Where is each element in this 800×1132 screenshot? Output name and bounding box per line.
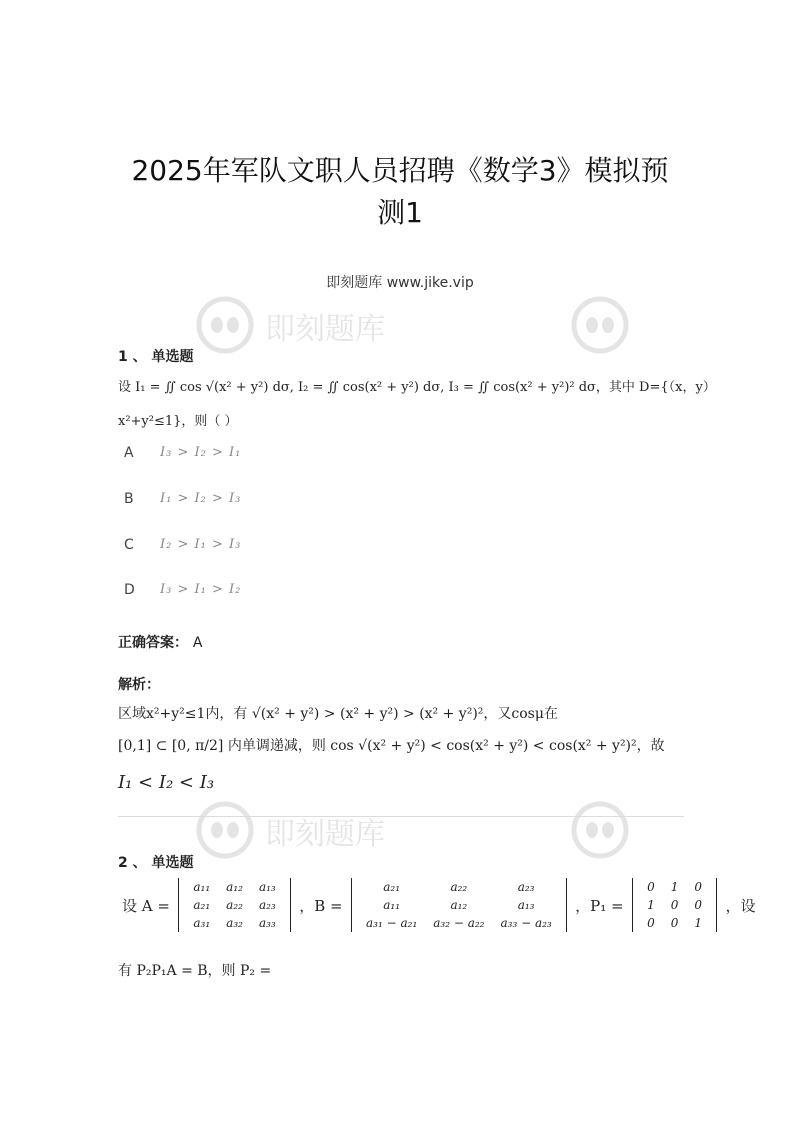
matrix-p1-cell: 0 bbox=[647, 880, 655, 894]
option-d-label[interactable]: D bbox=[124, 582, 135, 598]
watermark-text: 即刻题库 bbox=[265, 817, 385, 852]
matrix-b bbox=[351, 878, 567, 932]
page-title-line2: 测1 bbox=[377, 196, 423, 229]
matrix-a-cell: a₃₁ bbox=[193, 916, 211, 930]
watermark-logo bbox=[195, 295, 385, 370]
matrix-b-cell: a₁₂ bbox=[450, 898, 468, 912]
watermark-text: 即刻题库 bbox=[265, 312, 385, 347]
question-2-stem-line2: 有 P₂P₁A = B，则 P₂ = bbox=[118, 963, 272, 979]
watermark-logo bbox=[195, 800, 385, 875]
matrix-b-cell: a₃₃ − a₂₃ bbox=[500, 916, 552, 930]
analysis-line2: [0,1] ⊂ [0, π/2] 内单调递减，则 cos √(x² + y²) < cos(x² + y²) < cos(x² + y²)²，故 bbox=[118, 738, 665, 754]
matrix-a-cell: a₂₃ bbox=[258, 898, 276, 912]
matrix-a-cell: a₂₂ bbox=[226, 898, 243, 912]
matrix-p1-cell: 0 bbox=[694, 880, 702, 894]
option-c-label[interactable]: C bbox=[124, 537, 134, 553]
subtitle: 即刻题库 www.jike.vip bbox=[326, 275, 474, 291]
matrix-b-cell: a₃₁ − a₂₁ bbox=[366, 916, 418, 930]
matrix-b-cell: a₂₂ bbox=[450, 880, 468, 894]
matrix-a-cell: a₃₂ bbox=[226, 916, 243, 930]
answer-row bbox=[118, 632, 202, 652]
analysis-line3: I₁ < I₂ < I₃ bbox=[118, 772, 215, 793]
answer-value: A bbox=[192, 635, 203, 651]
matrix-p1-cell: 0 bbox=[694, 898, 702, 912]
question-2-stem-matrices bbox=[118, 878, 759, 932]
divider bbox=[118, 816, 684, 817]
panda-icon bbox=[574, 804, 626, 856]
matrix-a-cell: a₁₂ bbox=[226, 880, 243, 894]
matrix-p1-label: ，P₁ = bbox=[575, 896, 624, 915]
page-title-line1: 2025年军队文职人员招聘《数学3》模拟预 bbox=[131, 154, 669, 187]
matrix-a bbox=[178, 878, 290, 932]
watermark-logo bbox=[570, 295, 680, 370]
matrix-b-label: ，B = bbox=[299, 896, 343, 915]
matrix-p1 bbox=[632, 878, 717, 932]
matrix-b-cell: a₁₃ bbox=[517, 898, 535, 912]
matrix-p1-cell: 0 bbox=[670, 898, 679, 912]
analysis-label: 解析： bbox=[118, 677, 160, 693]
matrix-p1-cell: 1 bbox=[670, 880, 679, 894]
analysis-line1: 区域x²+y²≤1内，有 √(x² + y²) > (x² + y²) > (x² + y²)²，又cosμ在 bbox=[118, 706, 558, 722]
matrix-p1-cell: 1 bbox=[694, 916, 702, 930]
matrix-p1-cell: 0 bbox=[647, 916, 655, 930]
matrix-a-cell: a₃₃ bbox=[258, 916, 276, 930]
panda-icon bbox=[574, 299, 626, 351]
question-1-stem-line1: 设 I₁ = ∬ cos √(x² + y²) dσ, I₂ = ∬ cos(x² + y²) dσ, I₃ = ∬ cos(x² + y²)² dσ，其中 D={（x，y） bbox=[118, 380, 716, 395]
option-d-text[interactable]: I₃ > I₁ > I₂ bbox=[160, 582, 242, 597]
matrix-b-cell: a₂₁ bbox=[383, 880, 401, 894]
matrix-a-cell: a₁₁ bbox=[193, 880, 211, 894]
matrix-b-cell: a₂₃ bbox=[517, 880, 535, 894]
question-1-stem-line2: x²+y²≤1}，则（ ） bbox=[118, 414, 238, 429]
matrix-p1-cell: 0 bbox=[670, 916, 679, 930]
option-c-text[interactable]: I₂ > I₁ > I₃ bbox=[160, 537, 242, 552]
option-b-label[interactable]: B bbox=[124, 491, 134, 507]
matrix-b-cell: a₃₂ − a₂₂ bbox=[433, 916, 485, 930]
option-b-text[interactable]: I₁ > I₂ > I₃ bbox=[160, 491, 242, 506]
option-a-text[interactable]: I₃ > I₂ > I₁ bbox=[160, 445, 242, 460]
panda-icon bbox=[199, 299, 251, 351]
matrix-a-cell: a₂₁ bbox=[193, 898, 211, 912]
matrix-p1-cell: 1 bbox=[647, 898, 655, 912]
panda-icon bbox=[199, 804, 251, 856]
question-1-heading: 1 、 单选题 bbox=[118, 349, 194, 365]
question-2-heading: 2 、 单选题 bbox=[118, 855, 194, 871]
matrix-b-cell: a₁₁ bbox=[383, 898, 401, 912]
option-a-label[interactable]: A bbox=[124, 445, 134, 461]
matrix-a-prefix: 设 A = bbox=[122, 896, 170, 915]
matrix-suffix: ，设 bbox=[725, 896, 756, 915]
watermark-logo bbox=[570, 800, 680, 875]
answer-label: 正确答案： bbox=[118, 635, 188, 651]
page-title bbox=[0, 150, 800, 234]
matrix-a-cell: a₁₃ bbox=[258, 880, 276, 894]
